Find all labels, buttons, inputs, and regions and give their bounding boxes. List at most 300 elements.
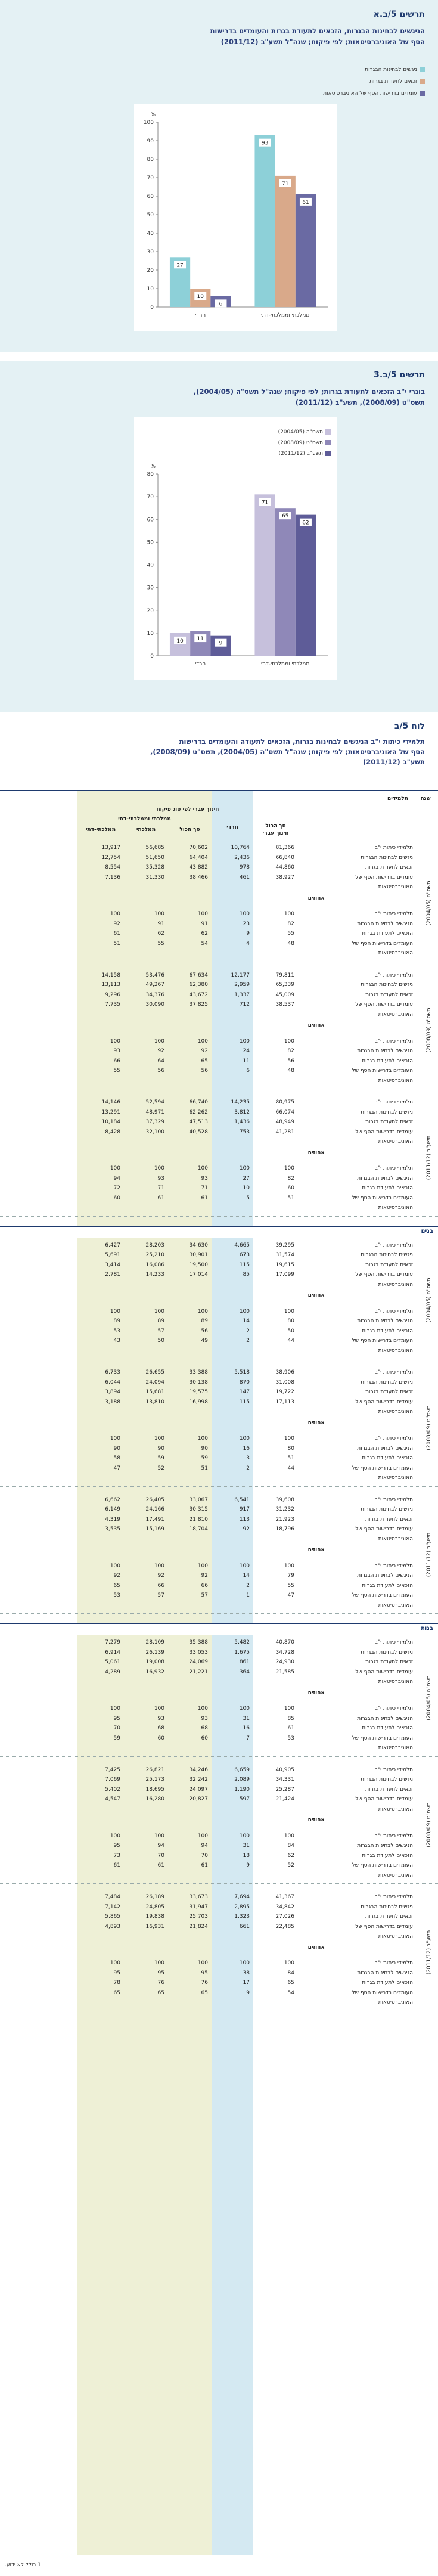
table-cell: 3: [246, 1455, 250, 1461]
table-cell: 32,100: [145, 1129, 164, 1135]
table-cell: 55: [287, 1582, 294, 1589]
table-cell: 84: [287, 1970, 294, 1976]
group-divider: [0, 1883, 438, 1884]
row-label-percent: אחוזים: [307, 1547, 325, 1553]
table-cell: 100: [154, 1833, 164, 1839]
table-cell: 6,149: [105, 1506, 120, 1512]
row-label: הזכאים לתעודת בגרות: [362, 1058, 413, 1064]
table-cell: 82: [287, 1048, 294, 1054]
table-cell: 12,177: [231, 972, 250, 978]
table-cell: 6,541: [234, 1496, 250, 1503]
table-cell: 6,662: [105, 1496, 120, 1503]
year-label: תשס"ה (2004/05): [426, 881, 432, 926]
row-label: הניגשים לבחינות הבגרות: [357, 1843, 413, 1849]
table-cell: 35,388: [189, 1639, 208, 1645]
table-cell: 1,436: [234, 1119, 250, 1125]
row-label: הניגשים לבחינות הבגרות: [357, 1715, 413, 1722]
table-cell: 13,917: [101, 845, 120, 851]
table-cell: 100: [154, 911, 164, 917]
table-cell: 6,914: [105, 1649, 120, 1656]
table-cell: 147: [239, 1389, 250, 1395]
table-cell: 24,069: [189, 1659, 208, 1665]
year-label: תשס"ט (2008/09): [426, 1008, 432, 1053]
table-cell: 43,882: [189, 864, 208, 870]
y-tick-label: 20: [147, 268, 154, 274]
table-cell: 25,173: [145, 1777, 164, 1783]
table-cell: 24: [243, 1048, 250, 1054]
table-cell: 7: [246, 1735, 250, 1741]
table-cell: 100: [197, 1165, 208, 1171]
row-label-percent: אחוזים: [307, 1022, 325, 1028]
data-label: 11: [197, 636, 204, 643]
table-cell: 65: [157, 1989, 164, 1996]
table-cell: 16: [243, 1725, 250, 1731]
row-label: זכאים לתעודת בגרות: [365, 1659, 413, 1665]
row-label-percent: אחוזים: [307, 1690, 325, 1696]
table-cell: 39,295: [275, 1242, 294, 1248]
table-cell: 30,901: [189, 1252, 208, 1258]
table-cell: 61: [287, 1725, 294, 1731]
y-tick-label: 20: [147, 607, 154, 614]
table-cell: 100: [284, 1833, 294, 1839]
table-cell: 61: [157, 1862, 164, 1868]
table-cell: 17: [243, 1980, 250, 1986]
table-cell: 26,405: [145, 1496, 164, 1503]
table-cell: 18,704: [189, 1526, 208, 1532]
table-cell: 861: [239, 1659, 250, 1665]
row-label-cont: האוניברסיטאות: [378, 1347, 413, 1354]
data-label: 65: [282, 513, 289, 520]
row-label: הניגשים לבחינות הבגרות: [357, 1318, 413, 1324]
table-cell: 7,069: [105, 1777, 120, 1783]
header-total: סך הכול: [265, 823, 286, 829]
y-tick-label: 30: [147, 585, 154, 591]
table-cell: 62: [201, 931, 208, 937]
table-cell: 21,923: [275, 1516, 294, 1523]
table-cell: 80: [287, 1445, 294, 1452]
table-cell: 1,675: [234, 1649, 250, 1656]
row-label: תלמידי כיתות י"ב: [374, 1766, 413, 1773]
table-cell: 25,287: [275, 1786, 294, 1793]
table-cell: 16,280: [145, 1796, 164, 1802]
table-title: לוח 5/ב: [394, 721, 425, 731]
table-cell: 73: [113, 1852, 120, 1859]
figure-a-subtitle-line-2: הסף של האוניברסיטאות; לפי פיקוח; שנה"ל תשע"ב (2011/12): [220, 38, 425, 46]
row-label: ניגשים לבחינות הבגרות: [361, 1506, 413, 1512]
legend-item-submitted: ניגשים לבחינות הבגרות: [365, 67, 425, 73]
table-cell: 60: [201, 1735, 208, 1741]
table-cell: 40,905: [275, 1766, 294, 1773]
header-state-total: סך הכול: [179, 827, 200, 833]
table-cell: 57: [157, 1328, 164, 1334]
table-cell: 30,315: [189, 1506, 208, 1512]
table-cell: 40,528: [189, 1129, 208, 1135]
table-cell: 37,825: [189, 1002, 208, 1008]
table-cell: 5,865: [105, 1914, 120, 1920]
row-label: ניגשים לבחינות הבגרות: [361, 1649, 413, 1656]
table-cell: 92: [113, 1573, 120, 1579]
table-cell: 673: [239, 1252, 250, 1258]
table-cell: 100: [197, 911, 208, 917]
data-label: 93: [261, 140, 269, 147]
table-cell: 66: [157, 1582, 164, 1589]
table-cell: 47: [287, 1592, 294, 1598]
data-table: [0, 790, 438, 2555]
table-cell: 92: [201, 1048, 208, 1054]
table-cell: 93: [113, 1048, 120, 1054]
table-cell: 61: [113, 1862, 120, 1868]
table-cell: 21,810: [189, 1516, 208, 1523]
table-cell: 21,824: [189, 1923, 208, 1930]
group-divider: [0, 1216, 438, 1217]
table-cell: 6: [246, 1068, 250, 1074]
table-cell: 100: [110, 1038, 120, 1044]
table-cell: 51: [201, 1465, 208, 1471]
table-cell: 93: [157, 1175, 164, 1182]
table-cell: 7,425: [105, 1766, 120, 1773]
table-cell: 100: [110, 1308, 120, 1315]
table-cell: 14,233: [145, 1272, 164, 1278]
table-cell: 100: [197, 1563, 208, 1569]
table-cell: 100: [197, 1960, 208, 1966]
table-cell: 55: [287, 931, 294, 937]
figure-a-panel: [0, 0, 438, 352]
row-label: עומדים בדרישות הסף של: [355, 1129, 413, 1135]
row-label: העומדים בדרישות הסף של: [352, 1989, 413, 1996]
header-year: שנה: [420, 796, 431, 802]
table-cell: 100: [197, 1706, 208, 1712]
table-cell: 100: [110, 1706, 120, 1712]
table-cell: 93: [201, 1175, 208, 1182]
row-label: הזכאים לתעודת בגרות: [362, 1455, 413, 1461]
legend-swatch: [325, 440, 331, 445]
table-cell: 100: [284, 911, 294, 917]
group-divider: [0, 1756, 438, 1757]
table-cell: 5,482: [234, 1639, 250, 1645]
table-cell: 56: [201, 1068, 208, 1074]
table-cell: 49: [201, 1338, 208, 1344]
table-cell: 4,665: [234, 1242, 250, 1248]
year-label: תשס"ט (2008/09): [426, 1405, 432, 1450]
row-label-cont: האוניברסיטאות: [378, 2000, 413, 2005]
table-cell: 753: [239, 1129, 250, 1135]
table-cell: 56: [157, 1068, 164, 1074]
table-header-bar: [0, 790, 438, 791]
table-cell: 51: [287, 1455, 294, 1461]
table-cell: 38,537: [275, 1002, 294, 1008]
table-cell: 100: [284, 1436, 294, 1442]
figure-a-subtitle-line-1: הניגשים לבחינות הבגרות, הזכאים לתעודת בגרות והעומדים בדרישות: [210, 27, 425, 35]
row-label-cont: האוניברסיטאות: [378, 1872, 413, 1878]
header-state: ממלכתי: [136, 827, 156, 833]
y-tick-label: 0: [150, 653, 154, 659]
row-label: הזכאים לתעודת בגרות: [362, 1980, 413, 1986]
table-cell: 70: [157, 1852, 164, 1859]
table-cell: 95: [113, 1715, 120, 1722]
year-label: תשס"ה (2004/05): [426, 1278, 432, 1323]
table-cell: 27: [243, 1175, 250, 1182]
table-cell: 89: [201, 1318, 208, 1324]
group-divider: [0, 1613, 438, 1614]
table-cell: 48: [287, 940, 294, 947]
table-cell: 364: [239, 1669, 250, 1675]
y-tick-label: 10: [147, 630, 154, 637]
table-cell: 72: [113, 1185, 120, 1191]
table-cell: 31,008: [275, 1379, 294, 1385]
data-label: 71: [282, 181, 289, 187]
table-cell: 19,575: [189, 1389, 208, 1395]
legend-item-threshold: עומדים בדרישות הסף של האוניברסיטאות: [323, 91, 425, 97]
table-cell: 95: [113, 1843, 120, 1849]
row-label: הזכאים לתעודת בגרות: [362, 1328, 413, 1334]
table-cell: 7,484: [105, 1894, 120, 1900]
table-cell: 100: [284, 1960, 294, 1966]
row-label: הזכאים לתעודת בגרות: [362, 931, 413, 937]
row-label: העומדים בדרישות הסף של: [352, 1862, 413, 1868]
table-cell: 870: [239, 1379, 250, 1385]
table-cell: 92: [243, 1526, 250, 1532]
table-cell: 24,805: [145, 1904, 164, 1910]
year-label: תשס"ט (2008/09): [426, 1802, 432, 1847]
y-tick-label: 0: [150, 305, 154, 311]
figure-a-chart-box: [134, 104, 337, 331]
row-label: ניגשים לבחינות הבגרות: [361, 1252, 413, 1258]
table-cell: 11: [243, 1058, 250, 1064]
table-cell: 14,146: [101, 1099, 120, 1105]
row-label: עומדים בדרישות הסף של: [355, 1399, 413, 1405]
table-cell: 100: [239, 1833, 250, 1839]
table-cell: 50: [157, 1338, 164, 1344]
table-cell: 100: [110, 1833, 120, 1839]
table-cell: 100: [154, 1960, 164, 1966]
table-cell: 19,615: [275, 1261, 294, 1268]
table-cell: 66,840: [275, 854, 294, 861]
data-label: 27: [176, 262, 184, 269]
table-cell: 34,331: [275, 1777, 294, 1783]
row-label: זכאים לתעודת בגרות: [365, 991, 413, 998]
table-cell: 38,906: [275, 1369, 294, 1375]
table-cell: 66: [201, 1582, 208, 1589]
table-cell: 28,109: [145, 1639, 164, 1645]
table-cell: 82: [287, 920, 294, 927]
row-label: הניגשים לבחינות הבגרות: [357, 1573, 413, 1579]
table-cell: 62,262: [189, 1109, 208, 1115]
table-cell: 100: [110, 911, 120, 917]
section-header: [0, 1623, 438, 1635]
table-cell: 597: [239, 1796, 250, 1802]
row-label-percent: אחוזים: [307, 1292, 325, 1298]
table-cell: 78: [113, 1980, 120, 1986]
table-cell: 26,189: [145, 1894, 164, 1900]
table-cell: 52: [157, 1465, 164, 1471]
table-cell: 62,380: [189, 982, 208, 988]
row-label: זכאים לתעודת בגרות: [365, 1914, 413, 1920]
table-cell: 93: [201, 1715, 208, 1722]
table-cell: 64: [157, 1058, 164, 1064]
table-cell: 21,585: [275, 1669, 294, 1675]
row-label: תלמידי כיתות י"ב: [374, 1496, 413, 1503]
table-cell: 100: [239, 1308, 250, 1315]
header-students: תלמידים: [387, 796, 408, 802]
data-label: 62: [302, 520, 309, 526]
table-cell: 79,811: [275, 972, 294, 978]
table-cell: 91: [201, 920, 208, 927]
table-cell: 48,949: [275, 1119, 294, 1125]
table-cell: 26,821: [145, 1766, 164, 1773]
table-cell: 31,330: [145, 874, 164, 881]
section-label: בנים: [421, 1227, 433, 1235]
table-cell: 66,740: [189, 1099, 208, 1105]
y-tick-label: 30: [147, 249, 154, 255]
table-cell: 53: [287, 1735, 294, 1741]
table-subtitle-line-3: תשע"ב (2011/12): [363, 758, 425, 766]
data-label: 6: [219, 301, 223, 308]
table-cell: 30,138: [189, 1379, 208, 1385]
y-tick-label: 80: [147, 157, 154, 163]
legend-swatch: [325, 451, 331, 456]
table-cell: 6,044: [105, 1379, 120, 1385]
table-cell: 38: [243, 1970, 250, 1976]
table-cell: 81,366: [275, 845, 294, 851]
table-cell: 10,184: [101, 1119, 120, 1125]
table-cell: 59: [113, 1735, 120, 1741]
table-cell: 31,232: [275, 1506, 294, 1512]
table-cell: 22,485: [275, 1923, 294, 1930]
row-label: העומדים בדרישות הסף של: [352, 1195, 413, 1201]
table-cell: 43,672: [189, 991, 208, 998]
table-cell: 661: [239, 1923, 250, 1930]
table-cell: 100: [197, 1038, 208, 1044]
table-cell: 44: [287, 1338, 294, 1344]
table-cell: 978: [239, 864, 250, 870]
table-cell: 5,402: [105, 1786, 120, 1793]
table-cell: 47,513: [189, 1119, 208, 1125]
bar: [275, 508, 296, 656]
table-cell: 94: [113, 1175, 120, 1182]
table-cell: 41,367: [275, 1894, 294, 1900]
table-cell: 4: [246, 940, 250, 947]
table-cell: 31,947: [189, 1904, 208, 1910]
row-label: הניגשים לבחינות הבגרות: [357, 1445, 413, 1452]
legend-item-2011: תשע"ב (2011/12): [278, 451, 331, 457]
row-label: זכאים לתעודת בגרות: [365, 1261, 413, 1268]
table-cell: 92: [113, 920, 120, 927]
row-label: העומדים בדרישות הסף של: [352, 940, 413, 947]
figure-b-chart-box: [134, 417, 337, 680]
table-cell: 85: [287, 1715, 294, 1722]
table-cell: 7,735: [105, 1002, 120, 1008]
table-cell: 3,535: [105, 1526, 120, 1532]
table-cell: 100: [110, 1960, 120, 1966]
header-haredi: חרדי: [226, 824, 238, 830]
table-cell: 30,090: [145, 1002, 164, 1008]
table-cell: 3,894: [105, 1389, 120, 1395]
row-label: תלמידי כיתות י"ב: [374, 1308, 413, 1315]
table-cell: 21,221: [189, 1669, 208, 1675]
table-cell: 100: [154, 1038, 164, 1044]
table-cell: 8,428: [105, 1129, 120, 1135]
table-cell: 53: [113, 1592, 120, 1598]
row-label: הזכאים לתעודת בגרות: [362, 1185, 413, 1191]
table-cell: 95: [157, 1970, 164, 1976]
y-tick-label: 50: [147, 540, 154, 546]
table-cell: 52: [287, 1862, 294, 1868]
section-header: [0, 1226, 438, 1238]
table-cell: 61: [201, 1862, 208, 1868]
table-cell: 51: [113, 940, 120, 947]
row-label: תלמידי כיתות י"ב: [374, 845, 413, 851]
table-cell: 6,733: [105, 1369, 120, 1375]
table-cell: 61: [201, 1195, 208, 1201]
table-cell: 20,827: [189, 1796, 208, 1802]
table-cell: 64,404: [189, 854, 208, 861]
row-label-percent: אחוזים: [307, 1419, 325, 1426]
table-cell: 712: [239, 1002, 250, 1008]
table-cell: 19,008: [145, 1659, 164, 1665]
table-cell: 100: [154, 1706, 164, 1712]
table-cell: 4,547: [105, 1796, 120, 1802]
row-label: העומדים בדרישות הסף של: [352, 1465, 413, 1471]
bar: [254, 135, 275, 307]
row-label-percent: אחוזים: [307, 1817, 325, 1823]
table-cell: 80: [287, 1318, 294, 1324]
table-cell: 100: [284, 1706, 294, 1712]
table-cell: 55: [157, 940, 164, 947]
footnote: 1 כולל לא ידוע.: [5, 2562, 41, 2568]
y-tick-label: 60: [147, 194, 154, 200]
row-label: העומדים בדרישות הסף של: [352, 1068, 413, 1074]
table-cell: 100: [197, 1436, 208, 1442]
y-tick-label: 70: [147, 175, 154, 181]
row-label: ניגשים לבחינות הבגרות: [361, 1379, 413, 1385]
table-cell: 100: [154, 1563, 164, 1569]
section-label: בנות: [421, 1625, 433, 1632]
table-cell: 94: [157, 1843, 164, 1849]
table-cell: 100: [239, 1563, 250, 1569]
row-label: הניגשים לבחינות הבגרות: [357, 1970, 413, 1976]
row-label: ניגשים לבחינות הבגרות: [361, 854, 413, 861]
table-cell: 13,113: [101, 982, 120, 988]
table-cell: 95: [201, 1970, 208, 1976]
table-cell: 100: [239, 1038, 250, 1044]
table-cell: 9: [246, 1862, 250, 1868]
table-cell: 2,781: [105, 1272, 120, 1278]
data-label: 71: [261, 500, 269, 506]
table-cell: 61: [113, 931, 120, 937]
figure-b-title: תרשים 5/ב.3: [374, 370, 425, 380]
table-cell: 51: [287, 1195, 294, 1201]
table-cell: 34,246: [189, 1766, 208, 1773]
row-label: הזכאים לתעודת בגרות: [362, 1582, 413, 1589]
bar: [296, 515, 316, 656]
table-cell: 71: [157, 1185, 164, 1191]
table-cell: 94: [201, 1843, 208, 1849]
table-cell: 95: [113, 1970, 120, 1976]
table-cell: 70: [113, 1725, 120, 1731]
table-cell: 23: [243, 920, 250, 927]
table-cell: 58: [113, 1455, 120, 1461]
table-cell: 100: [284, 1038, 294, 1044]
group-divider: [0, 1486, 438, 1487]
table-cell: 85: [243, 1272, 250, 1278]
table-cell: 2,959: [234, 982, 250, 988]
row-label: תלמידי כיתות י"ב: [374, 1242, 413, 1248]
table-cell: 100: [110, 1563, 120, 1569]
y-axis-label: %: [150, 464, 156, 470]
table-cell: 70,602: [189, 845, 208, 851]
table-cell: 65: [201, 1058, 208, 1064]
row-label: תלמידי כיתות י"ב: [374, 972, 413, 978]
